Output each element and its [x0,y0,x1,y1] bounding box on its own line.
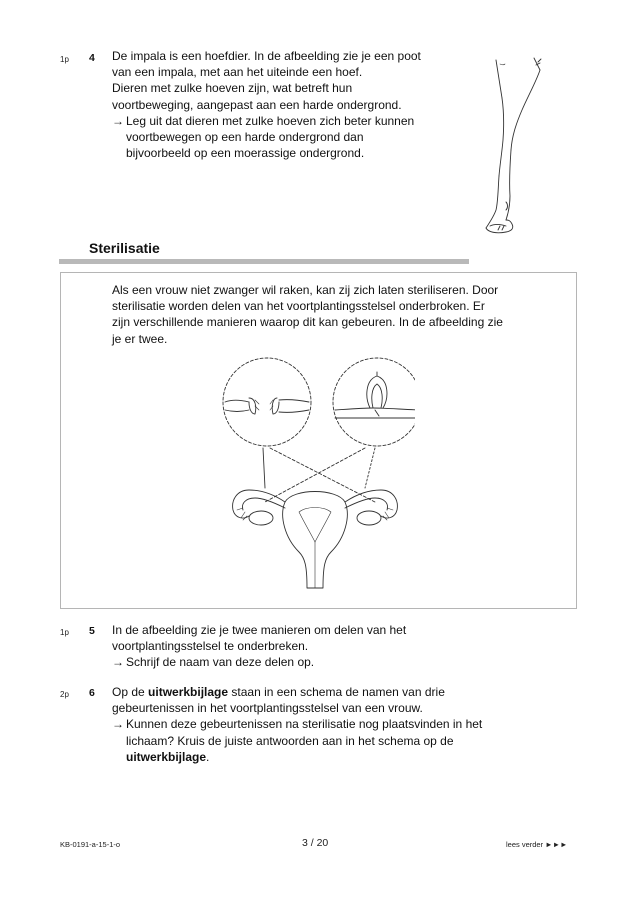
section-title: Sterilisatie [89,240,160,256]
question-6-task-line: lichaam? Kruis de juiste antwoorden aan in het schema op de [126,733,454,748]
question-6-line1-pre: Op de [112,685,149,699]
question-4-task-line: voortbewegen op een harde ondergrond dan [126,130,364,145]
question-5-line: In de afbeelding zie je twee manieren om delen van het [112,623,407,637]
sterilization-diagram [215,352,415,596]
question-6-points: 2p [60,690,69,699]
section-title-underline [59,259,469,264]
question-4-number: 4 [89,52,95,64]
attachment-reference: uitwerkbijlage [148,685,229,699]
right-magnified-circle [333,358,415,446]
section-intro-line: je er twee. [112,331,168,346]
left-magnified-circle [223,358,311,446]
section-intro-line: sterilisatie worden delen van het voortplantingsstelsel onderbroken. Er [112,299,485,314]
question-4-task [112,113,472,162]
question-6-task-line [126,749,572,765]
attachment-reference: uitwerkbijlage [126,749,207,764]
exam-code: KB-0191-a-15-1-o [60,840,121,849]
question-5-points: 1p [60,628,69,637]
section-intro-line: Als een vrouw niet zwanger wil raken, kan zij zich laten steriliseren. Door [112,283,499,297]
question-5-task-line: Schrijf de naam van deze delen op. [126,655,315,670]
question-6-number: 6 [89,687,95,699]
section-intro [112,282,562,347]
question-4-line: van een impala, met aan het uiteinde een hoef. [112,65,363,80]
section-intro-line: zijn verschillende manieren waarop dit kan gebeuren. In de afbeelding zie [112,315,503,330]
question-4-task-line: bijvoorbeeld op een moerassige ondergrond. [126,146,365,161]
arrow-icon: → [112,717,124,732]
question-4-line: voortbeweging, aangepast aan een harde ondergrond. [112,97,402,112]
question-4-line: De impala is een hoefdier. In de afbeelding zie je een poot [112,49,421,63]
question-4-points: 1p [60,55,69,64]
question-6-text [112,684,572,765]
impala-leg-illustration [478,52,558,242]
question-4-text [112,48,472,161]
question-4-line: Dieren met zulke hoeven zijn, wat betreft hun [112,81,353,96]
next-page-hint: lees verder ►►► [506,840,568,849]
question-5-text [112,622,552,671]
question-5-number: 5 [89,625,95,637]
question-6-line [112,684,572,700]
question-4-task-line: Leg uit dat dieren met zulke hoeven zich beter kunnen [126,113,415,128]
question-5-line: voortplantingsstelsel te onderbreken. [112,639,309,654]
question-6-task [112,716,572,765]
arrow-icon: → [112,655,124,670]
question-6-line: gebeurtenissen in het voortplantingsstelsel van een vrouw. [112,701,423,716]
question-6-line1-post: staan in een schema de namen van drie [228,685,445,699]
question-6-task-end: . [206,749,210,764]
page-number: 3 / 20 [302,837,329,849]
arrow-icon: → [112,113,124,128]
question-6-task-line: Kunnen deze gebeurtenissen na sterilisatie nog plaatsvinden in het [126,717,483,732]
question-5-task [112,654,552,670]
